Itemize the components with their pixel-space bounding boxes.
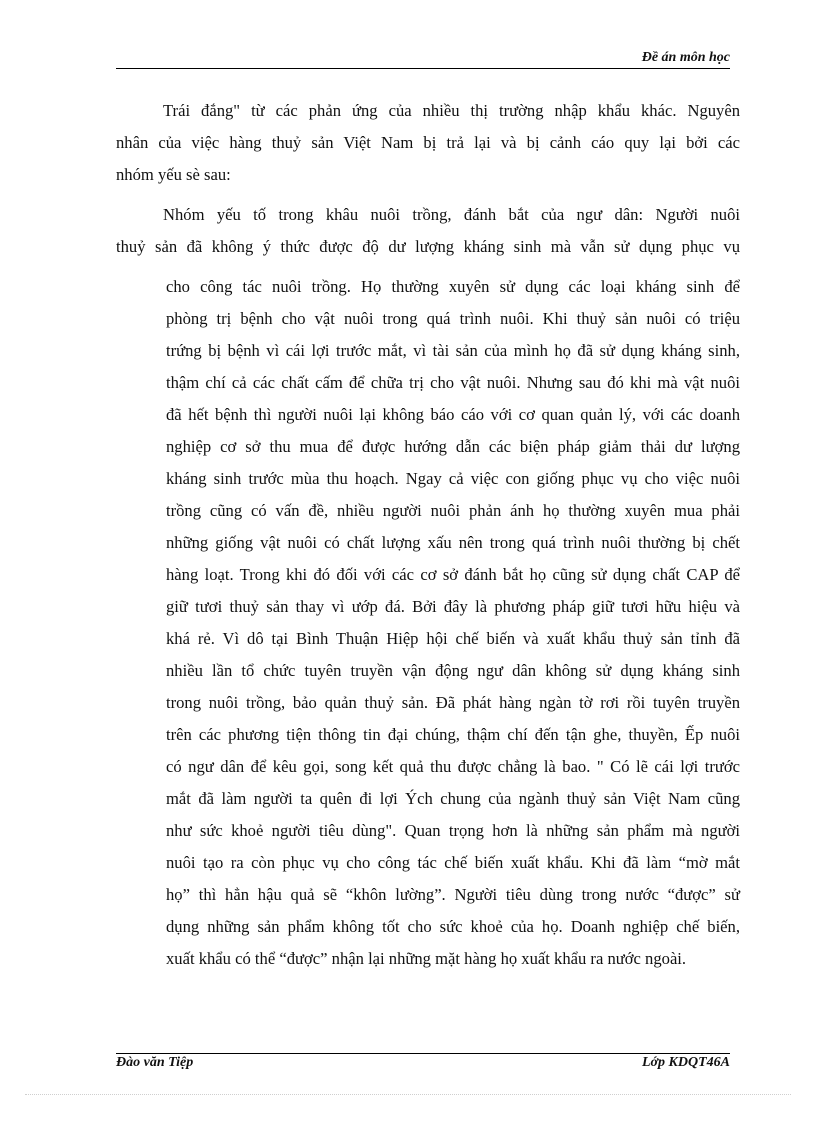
paragraph-line: kháng sinh trước mùa thu hoạch. Ngay cả việc con giống phục vụ cho việc nuôi [166,469,740,488]
paragraph-3 [166,271,740,975]
paragraph-line: như sức khoẻ người tiêu dùng". Quan trọng hơn là những sản phẩm mà người [166,821,740,840]
paragraph-line: Trái đắng" từ các phản ứng của nhiều thị trường nhập khẩu khác. Nguyên [163,101,740,120]
paragraph-line: cho công tác nuôi trồng. Họ thường xuyên sử dụng các loại kháng sinh để [166,277,740,296]
footer-class: Lớp KDQT46A [641,1055,730,1070]
paragraph-line: có ngư dân để kêu gọi, song kết quả thu được chẳng là bao. " Có lẽ cái lợi trước [166,757,740,776]
footer-author: Đào văn Tiệp [116,1055,194,1070]
header-title: Đề án môn học [641,50,730,65]
paragraph-line: trồng cũng có vấn đề, nhiều người nuôi phản ánh họ thường xuyên mua phải [166,501,740,520]
paragraph-line: nhóm yếu sè sau: [116,165,231,184]
paragraph-line: hàng loạt. Trong khi đó đối với các cơ sở đánh bắt họ cũng sử dụng chất CAP để [166,565,740,584]
paragraph-line: nuôi tạo ra còn phục vụ cho công tác chế biến xuất khẩu. Khi đã làm “mờ mắt [166,853,740,872]
paragraph-line: giữ tươi thuỷ sản thay vì ướp đá. Bởi đây là phương pháp giữ tươi hữu hiệu và [166,597,740,616]
paragraph-line: trên các phương tiện thông tin đại chúng, thậm chí đến tận ghe, thuyền, Ếp nuôi [166,725,740,744]
footer-rule [116,1053,730,1054]
paragraph-line: đã hết bệnh thì người nuôi lại không báo cáo với cơ quan quản lý, với các doanh [166,405,740,424]
paragraph-line: thậm chí cả các chất cấm để chữa trị cho vật nuôi. Nhưng sau đó khi mà vật nuôi [166,373,740,392]
paragraph-line: thuỷ sản đã không ý thức được độ dư lượng kháng sinh mà vẫn sử dụng phục vụ [116,237,740,256]
paragraph-line: họ” thì hẳn hậu quả sẽ “khôn lường”. Người tiêu dùng trong nước “được” sử [166,885,740,904]
paragraph-line: nhiều lần tổ chức tuyên truyền vận động ngư dân không sử dụng kháng sinh [166,661,740,680]
paragraph-1 [116,95,740,191]
paragraph-line: mắt đã làm người ta quên đi lợi Ých chung của ngành thuỷ sản Việt Nam cũng [166,789,740,808]
paragraph-2 [116,199,740,263]
page-edge [25,1094,791,1095]
paragraph-line: xuất khẩu có thể “được” nhận lại những mặt hàng họ xuất khẩu ra nước ngoài. [166,949,687,968]
header-rule [116,68,730,69]
paragraph-line: những giống vật nuôi có chất lượng xấu nên trong quá trình nuôi thường bị chết [166,533,740,552]
paragraph-line: nhân của việc hàng thuỷ sản Việt Nam bị trả lại và bị cảnh cáo quy lại bởi các [116,133,740,152]
paragraph-line: nghiệp cơ sở thu mua để được hướng dẫn các biện pháp giảm thải dư lượng [166,437,740,456]
paragraph-line: Nhóm yếu tố trong khâu nuôi trồng, đánh bắt của ngư dân: Người nuôi [163,205,740,224]
paragraph-line: khá rẻ. Vì dô tại Bình Thuận Hiệp hội chế biến và xuất khẩu thuỷ sản tỉnh đã [166,629,740,648]
paragraph-line: trứng bị bệnh vì cái lợi trước mắt, vì tài sản của mình họ đã sử dụng kháng sinh, [166,341,740,360]
paragraph-line: dụng những sản phẩm không tốt cho sức khoẻ của họ. Doanh nghiệp chế biến, [166,917,740,936]
paragraph-line: trong nuôi trồng, bảo quản thuỷ sản. Đã phát hàng ngàn tờ rơi rồi tuyên truyền [166,693,740,712]
paragraph-line: phòng trị bệnh cho vật nuôi trong quá trình nuôi. Khi thuỷ sản nuôi có triệu [166,309,740,328]
